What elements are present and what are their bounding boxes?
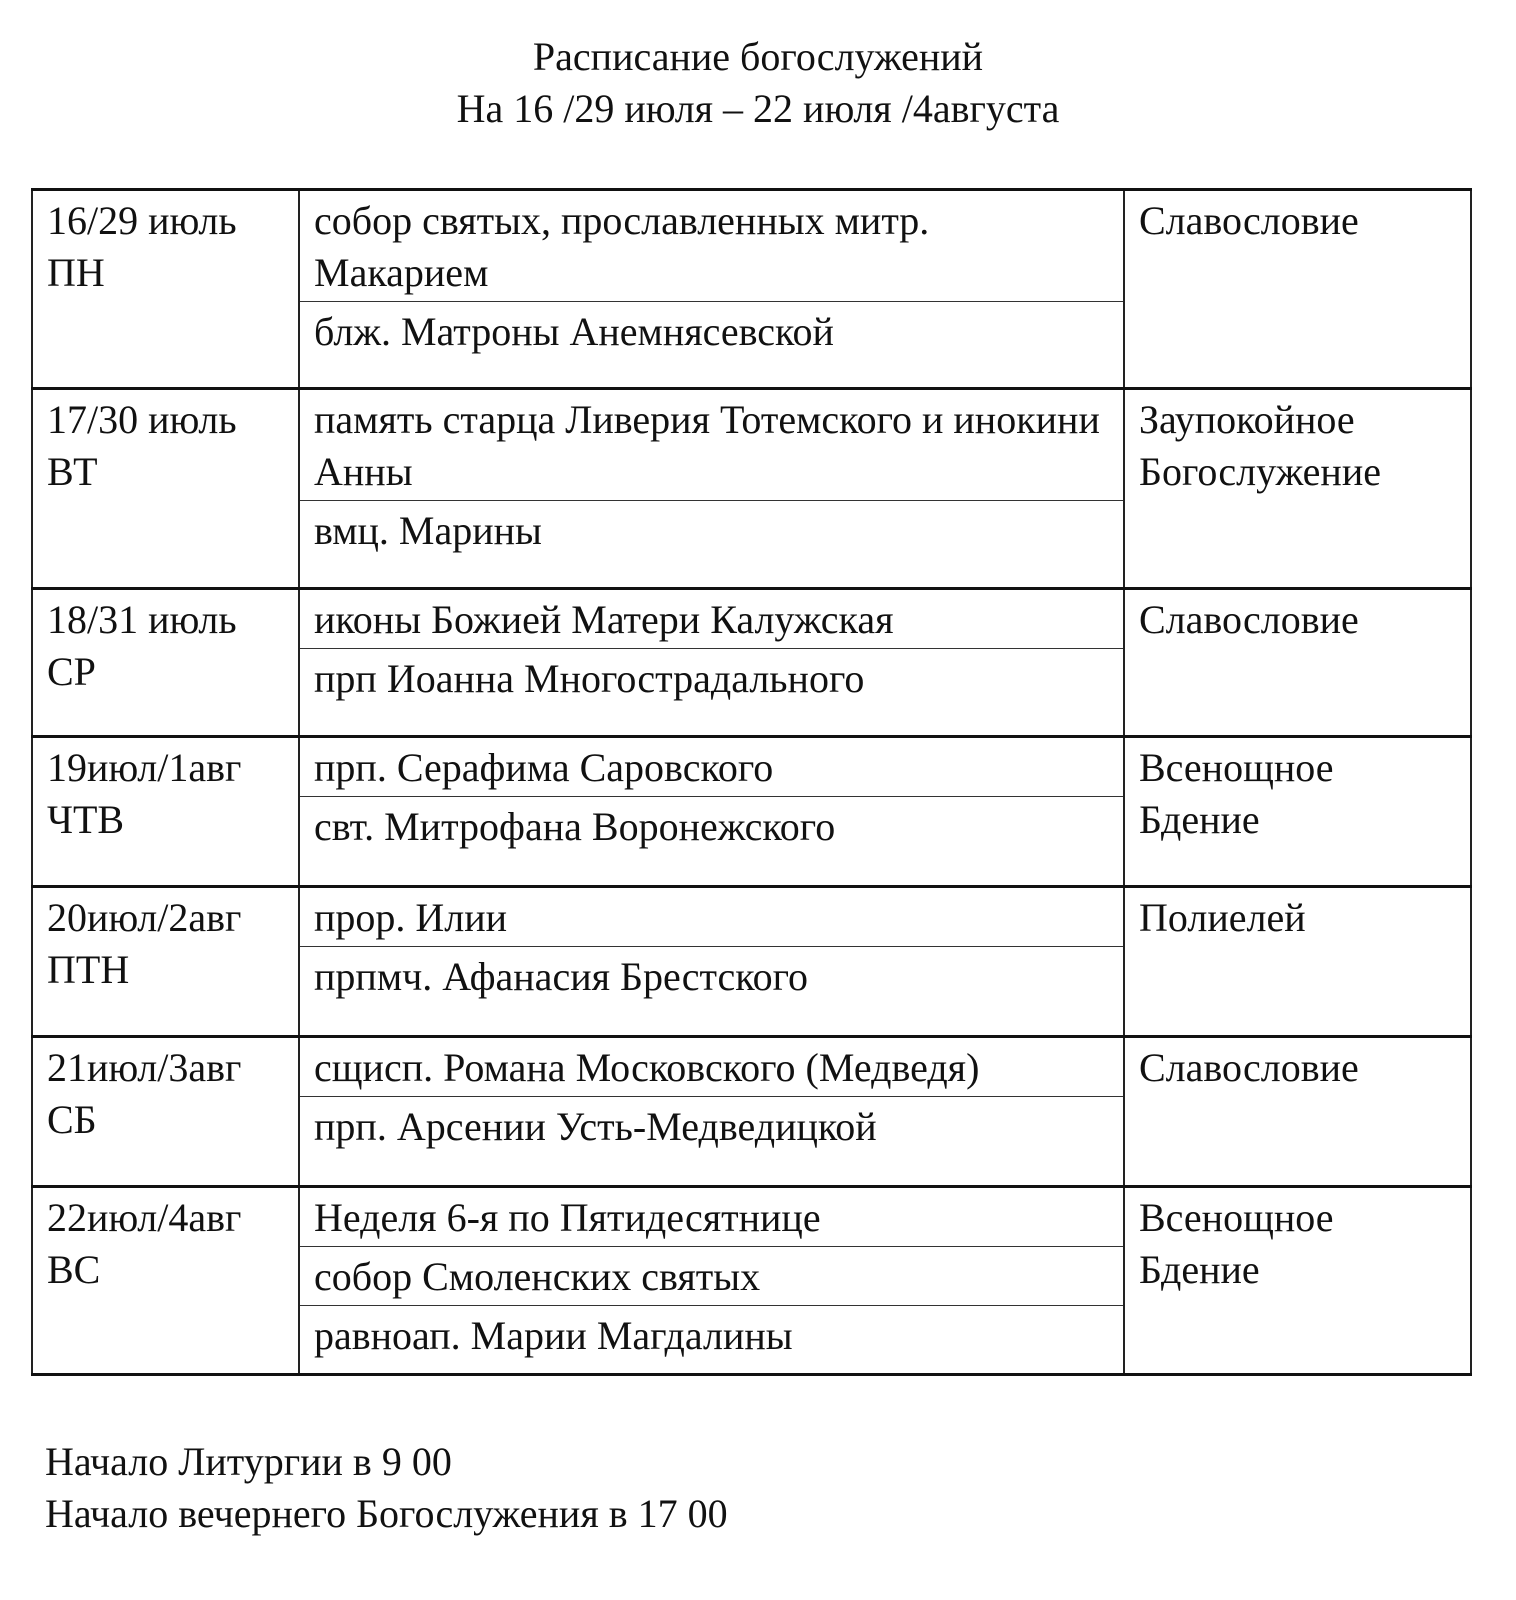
- events-list: [300, 590, 1123, 735]
- service-cell: [1124, 190, 1471, 389]
- service-label: Славословие: [1139, 198, 1359, 243]
- date-cell: [32, 388, 299, 589]
- commemoration-item: иконы Божией Матери Калужская: [300, 590, 1123, 649]
- schedule-row: [32, 1187, 1471, 1375]
- weekday-label: ВС: [47, 1247, 101, 1293]
- weekday-label: СР: [47, 649, 96, 695]
- commemoration-item: прор. Илии: [300, 888, 1123, 947]
- service-label: Славословие: [1139, 597, 1359, 643]
- commemoration-item: память старца Ливерия Тотемского и инокини Анны: [300, 390, 1123, 501]
- events-cell: [299, 1187, 1124, 1375]
- service-cell: [1124, 887, 1471, 1037]
- weekday-label: ПН: [47, 250, 105, 295]
- weekday-label: ПТН: [47, 947, 130, 993]
- page-subtitle: На 16 /29 июля – 22 июля /4августа: [456, 86, 1060, 131]
- service-label: Всенощное Бдение: [1139, 1195, 1334, 1293]
- weekday-label: СБ: [47, 1097, 97, 1143]
- page-title: Расписание богослужений: [532, 34, 984, 79]
- schedule-row: [32, 887, 1471, 1037]
- commemoration-item: собор Смоленских святых: [300, 1247, 1123, 1306]
- events-cell: [299, 737, 1124, 887]
- commemoration-item: собор святых, прославленных митр. Макарием: [300, 191, 1123, 302]
- service-cell: [1124, 589, 1471, 737]
- service-cell: [1124, 1187, 1471, 1375]
- commemoration-item: прп. Серафима Саровского: [300, 738, 1123, 797]
- date-label: 17/30 июль: [47, 396, 237, 442]
- commemoration-item: свт. Митрофана Воронежского: [314, 804, 836, 850]
- schedule-row: [32, 1037, 1471, 1187]
- date-cell: [32, 190, 299, 389]
- date-label: 21июл/3авг: [47, 1045, 242, 1091]
- weekday-label: ЧТВ: [47, 797, 125, 843]
- weekday-label: ВТ: [47, 448, 98, 494]
- events-list: [300, 390, 1123, 588]
- date-cell: [32, 589, 299, 737]
- commemoration-item: сщисп. Романа Московского (Медведя): [300, 1038, 1123, 1097]
- events-list: [300, 191, 1123, 387]
- events-cell: [299, 1037, 1124, 1187]
- events-list: [300, 1038, 1123, 1185]
- schedule-body: [32, 190, 1471, 1375]
- date-label: 16/29 июль: [47, 198, 237, 243]
- date-label: 22июл/4авг: [47, 1195, 242, 1241]
- service-cell: [1124, 388, 1471, 589]
- commemoration-item: прп Иоанна Многострадального: [314, 656, 865, 702]
- liturgy-start: Начало Литургии в 9 00: [45, 1439, 452, 1484]
- schedule-row: [32, 589, 1471, 737]
- commemoration-item: Неделя 6-я по Пятидесятнице: [300, 1188, 1123, 1247]
- commemoration-item: прп. Арсении Усть-Медведицкой: [314, 1104, 877, 1150]
- date-label: 19июл/1авг: [47, 745, 242, 791]
- events-cell: [299, 887, 1124, 1037]
- service-label: Славословие: [1139, 1045, 1359, 1091]
- date-label: 18/31 июль: [47, 597, 237, 643]
- schedule-row: [32, 388, 1471, 589]
- service-label: Всенощное Бдение: [1139, 745, 1334, 843]
- date-cell: [32, 887, 299, 1037]
- date-cell: [32, 737, 299, 887]
- date-cell: [32, 1037, 299, 1187]
- service-cell: [1124, 737, 1471, 887]
- events-cell: [299, 388, 1124, 589]
- service-cell: [1124, 1037, 1471, 1187]
- commemoration-item: блж. Матроны Анемнясевской: [314, 309, 834, 354]
- service-label: Полиелей: [1139, 895, 1306, 941]
- date-label: 20июл/2авг: [47, 895, 242, 941]
- schedule-row: [32, 190, 1471, 389]
- date-cell: [32, 1187, 299, 1375]
- events-cell: [299, 190, 1124, 389]
- commemoration-item: прпмч. Афанасия Брестского: [314, 954, 809, 1000]
- evening-service-start: Начало вечернего Богослужения в 17 00: [45, 1491, 728, 1536]
- events-list: [300, 738, 1123, 885]
- commemoration-item: равноап. Марии Магдалины: [314, 1313, 793, 1359]
- schedule-table: [31, 188, 1472, 1376]
- schedule-row: [32, 737, 1471, 887]
- events-list: [300, 888, 1123, 1035]
- commemoration-item: вмц. Марины: [314, 507, 542, 553]
- events-list: [300, 1188, 1123, 1373]
- events-cell: [299, 589, 1124, 737]
- service-label: Заупокойное Богослужение: [1139, 396, 1381, 494]
